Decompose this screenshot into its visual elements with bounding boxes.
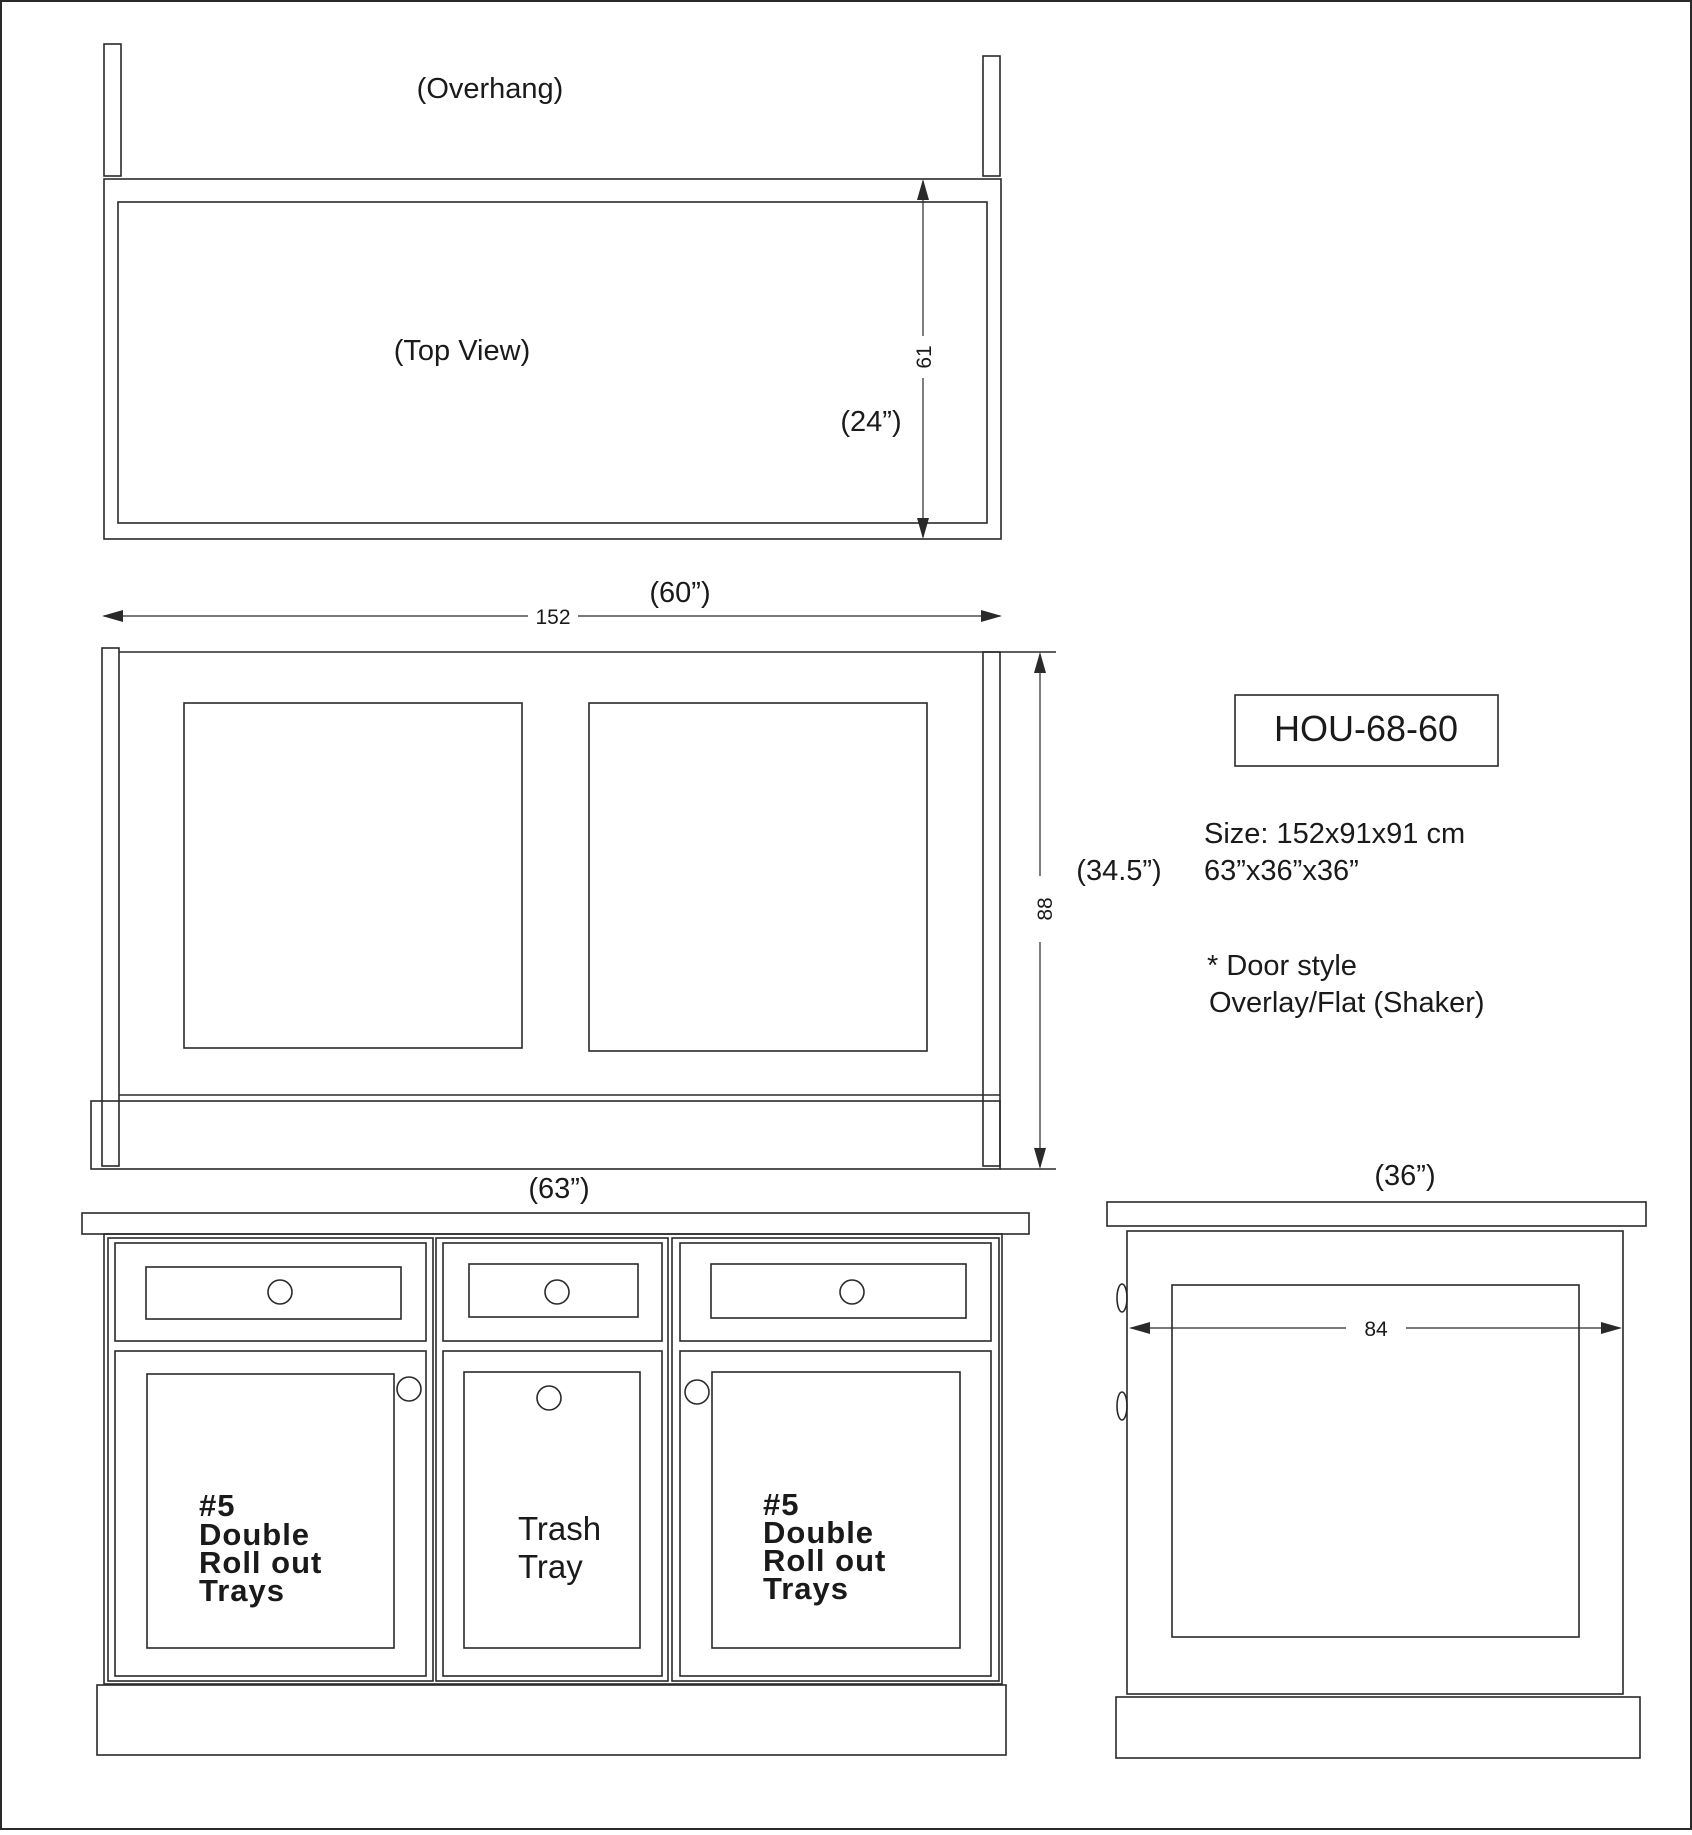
cabinet-toe-kick — [97, 1685, 1006, 1755]
left-column-frame — [108, 1238, 433, 1681]
overhang-right-post — [983, 56, 1000, 176]
top-view-outer — [104, 179, 1001, 539]
right-door-panel — [712, 1372, 960, 1648]
side-depth-label: (36”) — [1374, 1160, 1436, 1192]
size-imperial: 63”x36”x36” — [1204, 855, 1359, 887]
center-drawer-front — [443, 1243, 662, 1341]
right-drawer-panel — [711, 1264, 966, 1318]
side-arrow-right — [1601, 1322, 1622, 1334]
center-column-frame — [436, 1238, 668, 1681]
left-door-knob — [397, 1377, 421, 1401]
front-left-stile — [102, 648, 119, 1166]
side-arrow-left — [1129, 1322, 1150, 1334]
left-drawer-panel — [146, 1267, 401, 1319]
right-drawer-knob — [840, 1280, 864, 1304]
right-column-frame — [672, 1238, 999, 1681]
side-knob-lower — [1117, 1392, 1127, 1420]
center-door-knob — [537, 1386, 561, 1410]
center-drawer-knob — [545, 1280, 569, 1304]
front-toe-kick — [91, 1101, 1000, 1169]
depth-arrow-down — [917, 518, 929, 539]
width-cm-label: 152 — [535, 606, 571, 629]
top-view — [104, 44, 1001, 539]
cabinet-front — [82, 1173, 1029, 1755]
front-door-panel-left — [184, 703, 522, 1048]
overhang-left-post — [104, 44, 121, 176]
cabinet-width-label: (63”) — [528, 1173, 590, 1205]
front-right-stile — [983, 652, 1000, 1166]
overhang-label: (Overhang) — [416, 73, 564, 105]
depth-cm-label: 61 — [913, 345, 936, 369]
top-view-title: (Top View) — [393, 335, 531, 367]
height-in-label: (34.5”) — [1076, 855, 1162, 887]
side-width-cm-label: 84 — [1364, 1318, 1388, 1341]
right-door-text: #5 Double Roll out Trays — [763, 1487, 887, 1606]
depth-arrow-up — [917, 179, 929, 200]
width-in-label: (60”) — [649, 577, 711, 609]
left-drawer-knob — [268, 1280, 292, 1304]
height-arrow-up — [1034, 652, 1046, 673]
side-countertop — [1107, 1202, 1646, 1226]
side-view — [1107, 1160, 1646, 1758]
door-style-heading: * Door style — [1207, 950, 1357, 982]
width-arrow-left — [102, 610, 123, 622]
cabinet-carcass — [104, 1234, 1002, 1684]
center-drawer-panel — [469, 1264, 638, 1317]
width-arrow-right — [981, 610, 1002, 622]
left-drawer-front — [115, 1243, 426, 1341]
height-arrow-down — [1034, 1148, 1046, 1169]
top-view-inner — [118, 202, 987, 523]
depth-in-label: (24”) — [840, 406, 902, 438]
side-carcass — [1127, 1231, 1623, 1694]
model-code: HOU-68-60 — [1273, 708, 1459, 749]
door-style-value: Overlay/Flat (Shaker) — [1209, 987, 1485, 1019]
left-door-text: #5 Double Roll out Trays — [199, 1488, 323, 1608]
left-door — [115, 1351, 426, 1676]
size-metric: Size: 152x91x91 cm — [1204, 818, 1466, 850]
countertop — [82, 1213, 1029, 1234]
right-drawer-front — [680, 1243, 991, 1341]
front-door-panel-right — [589, 703, 927, 1051]
side-knob-upper — [1117, 1284, 1127, 1312]
right-door-knob — [685, 1380, 709, 1404]
info-block — [1204, 695, 1498, 1019]
center-door-text: Trash Tray — [518, 1510, 602, 1585]
front-elevation — [91, 577, 1162, 1169]
side-toe-kick — [1116, 1697, 1640, 1758]
right-door — [680, 1351, 991, 1676]
height-cm-label: 88 — [1034, 897, 1057, 921]
